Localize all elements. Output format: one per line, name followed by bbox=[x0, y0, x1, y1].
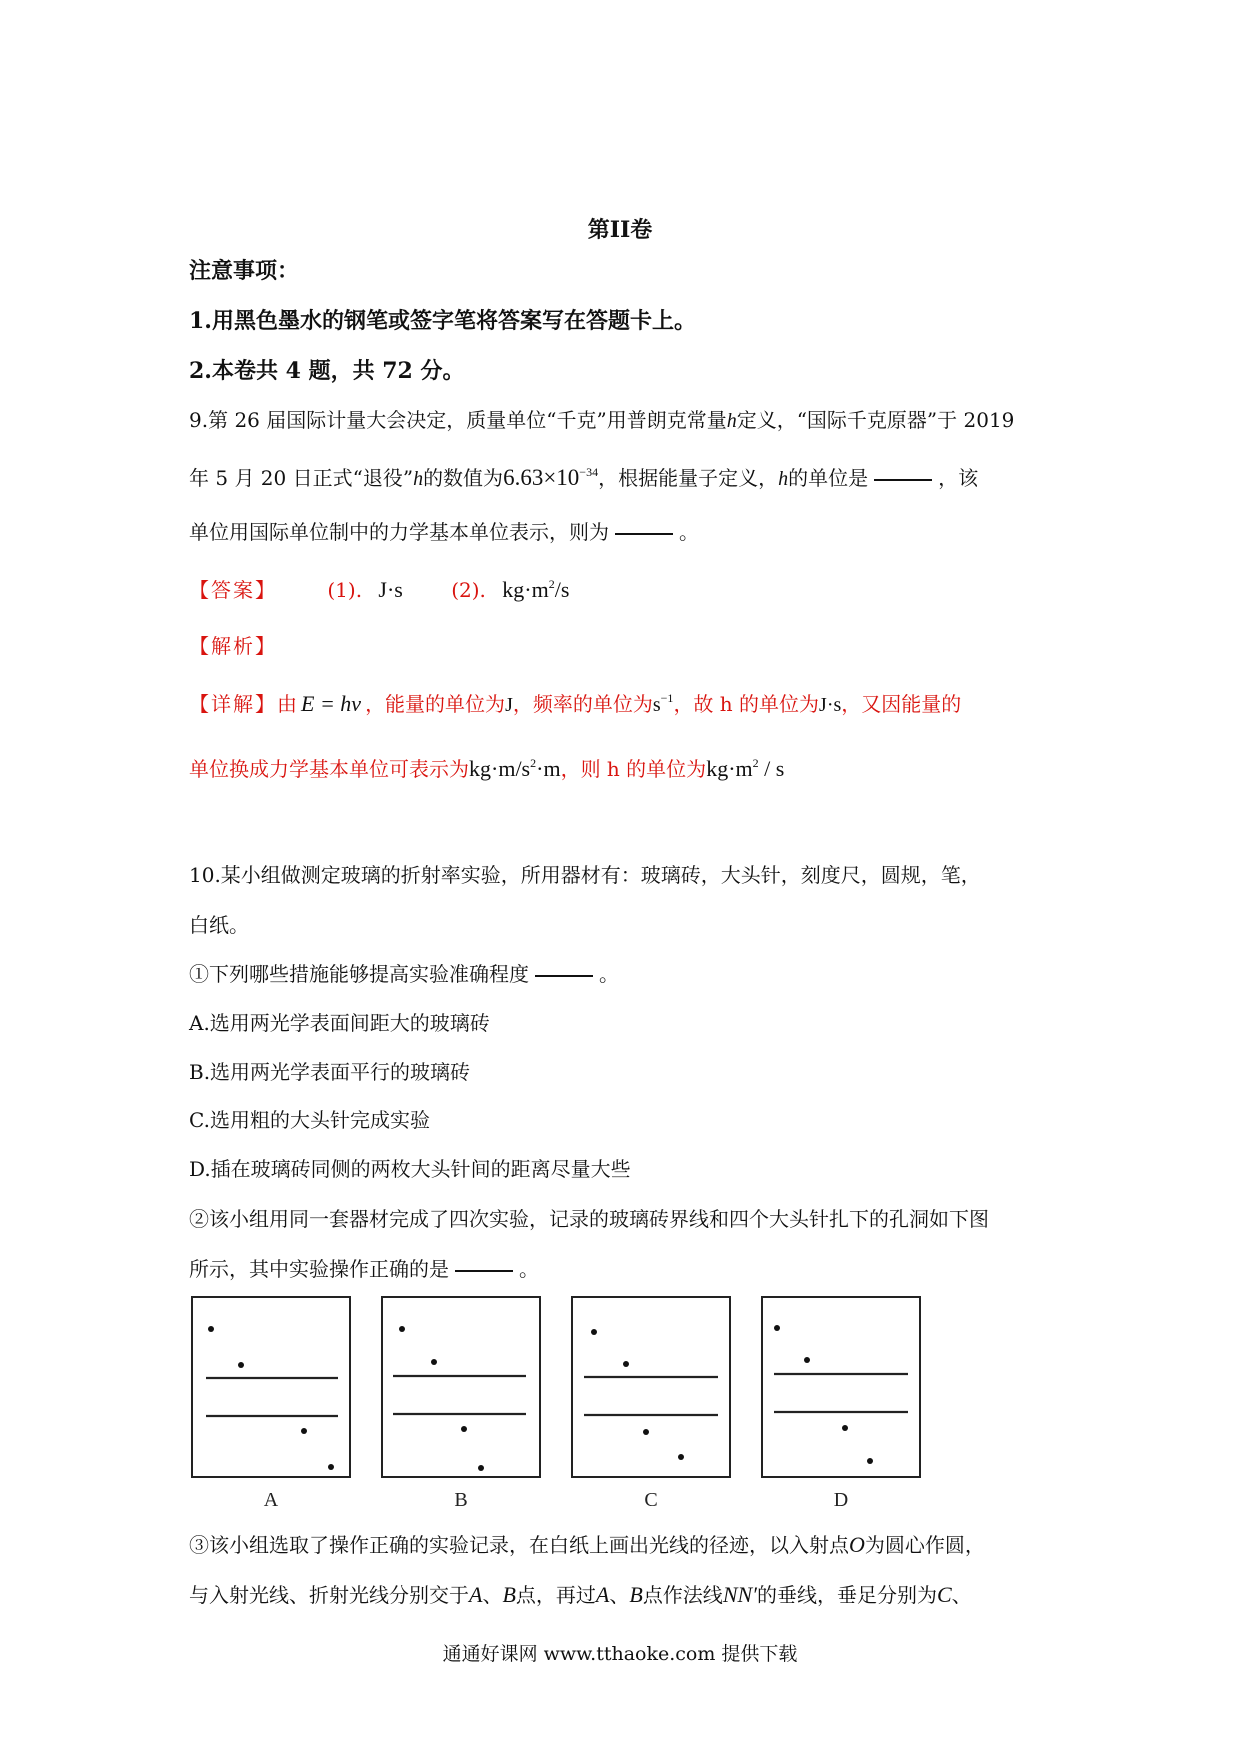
answer-1: J·s bbox=[378, 577, 403, 602]
q10-sub-3-line-1: ③该小组选取了操作正确的实验记录，在白纸上画出光线的径迹，以入射点O为圆心作圆， bbox=[189, 1532, 985, 1557]
pin-hole bbox=[208, 1326, 214, 1332]
option-d: D.插在玻璃砖同侧的两枚大头针间的距离尽量大些 bbox=[189, 1157, 631, 1181]
experiment-figures bbox=[190, 1295, 950, 1515]
q10-sub-1: ①下列哪些措施能够提高实验准确程度 。 bbox=[189, 962, 619, 986]
figure-label-d: D bbox=[833, 1489, 849, 1511]
figure-d bbox=[762, 1297, 920, 1511]
figure-label-c: C bbox=[644, 1489, 658, 1511]
q10-sub-2-line-1: ②该小组用同一套器材完成了四次实验，记录的玻璃砖界线和四个大头针扎下的孔洞如下图 bbox=[189, 1207, 989, 1231]
q10-sub-3-line-2: 与入射光线、折射光线分别交于A、B点，再过A、B点作法线NN′的垂线，垂足分别为C、 bbox=[189, 1582, 972, 1607]
pin-hole bbox=[328, 1464, 334, 1470]
q9-line-1: 9.第 26 届国际计量大会决定，质量单位“千克”用普朗克常量h定义，“国际千克原器”于 2019 bbox=[189, 408, 1015, 432]
q10-line-1: 10.某小组做测定玻璃的折射率实验，所用器材有：玻璃砖，大头针，刻度尺，圆规，笔， bbox=[189, 863, 981, 887]
figure-label-b: B bbox=[454, 1489, 468, 1511]
option-b: B.选用两光学表面平行的玻璃砖 bbox=[189, 1060, 471, 1084]
pin-hole bbox=[643, 1429, 649, 1435]
pin-hole bbox=[461, 1426, 467, 1432]
var-h: h bbox=[726, 410, 737, 432]
q9-answer: 【答案】 (1). J·s (2). $kg\cdot m^2/s$ bbox=[189, 577, 570, 602]
q9-detail-line-1: 【详解】由 E = hν ，能量的单位为J，频率的单位为$s^{-1}$，故 h 的单位为J·s，又因能量的 bbox=[189, 691, 962, 716]
pin-hole bbox=[867, 1458, 873, 1464]
pin-hole bbox=[301, 1428, 307, 1434]
pin-hole bbox=[774, 1325, 780, 1331]
pin-hole bbox=[478, 1465, 484, 1471]
answer-blank-3[interactable] bbox=[535, 975, 593, 977]
q10-sub-2-line-2: 所示，其中实验操作正确的是 。 bbox=[189, 1257, 539, 1281]
answer-label: 【答案】 bbox=[189, 578, 277, 602]
pin-hole bbox=[591, 1329, 597, 1335]
section-title: 第II卷 bbox=[587, 217, 653, 243]
pin-hole bbox=[431, 1359, 437, 1365]
q10-line-2: 白纸。 bbox=[189, 913, 249, 937]
planck-value: 6.63×10 bbox=[503, 465, 580, 490]
pin-hole bbox=[678, 1454, 684, 1460]
q9-line-3: 单位用国际单位制中的力学基本单位表示，则为 。 bbox=[189, 520, 699, 544]
page-footer: 通通好课网 www.tthaoke.com 提供下载 bbox=[442, 1643, 798, 1665]
pin-hole bbox=[804, 1357, 810, 1363]
detail-label: 【详解】 bbox=[189, 692, 277, 716]
figure-c bbox=[572, 1297, 730, 1511]
answer-blank-2[interactable] bbox=[615, 533, 673, 535]
figure-b bbox=[382, 1297, 540, 1511]
pin-hole bbox=[623, 1361, 629, 1367]
q9-detail-line-2: 单位换成力学基本单位可表示为$kg\cdot m/s^2\cdot m$，则 h 的单位为$kg\cdot m^2 / s$ bbox=[189, 756, 785, 781]
pin-hole bbox=[842, 1425, 848, 1431]
option-c: C.选用粗的大头针完成实验 bbox=[189, 1108, 430, 1132]
answer-blank-1[interactable] bbox=[874, 479, 932, 481]
analysis-label: 【解析】 bbox=[189, 634, 277, 658]
notes-heading: 注意事项： bbox=[189, 258, 300, 284]
answer-blank-4[interactable] bbox=[455, 1270, 513, 1272]
notes-item-1: 1.用黑色墨水的钢笔或签字笔将答案写在答题卡上。 bbox=[189, 308, 696, 334]
pin-hole bbox=[399, 1326, 405, 1332]
pin-hole bbox=[238, 1362, 244, 1368]
option-a: A.选用两光学表面间距大的玻璃砖 bbox=[189, 1011, 490, 1035]
answer-2: $kg\cdot m^2/s$ bbox=[502, 577, 570, 602]
figure-label-a: A bbox=[263, 1489, 279, 1511]
q9-line-2: 年 5 月 20 日正式“退役”h的数值为$6.63\times 10^{-34}$，根据能量子定义，h的单位是 ，该 bbox=[189, 465, 979, 490]
figure-a bbox=[192, 1297, 350, 1511]
notes-item-2: 2.本卷共 4 题，共 72 分。 bbox=[189, 358, 465, 384]
